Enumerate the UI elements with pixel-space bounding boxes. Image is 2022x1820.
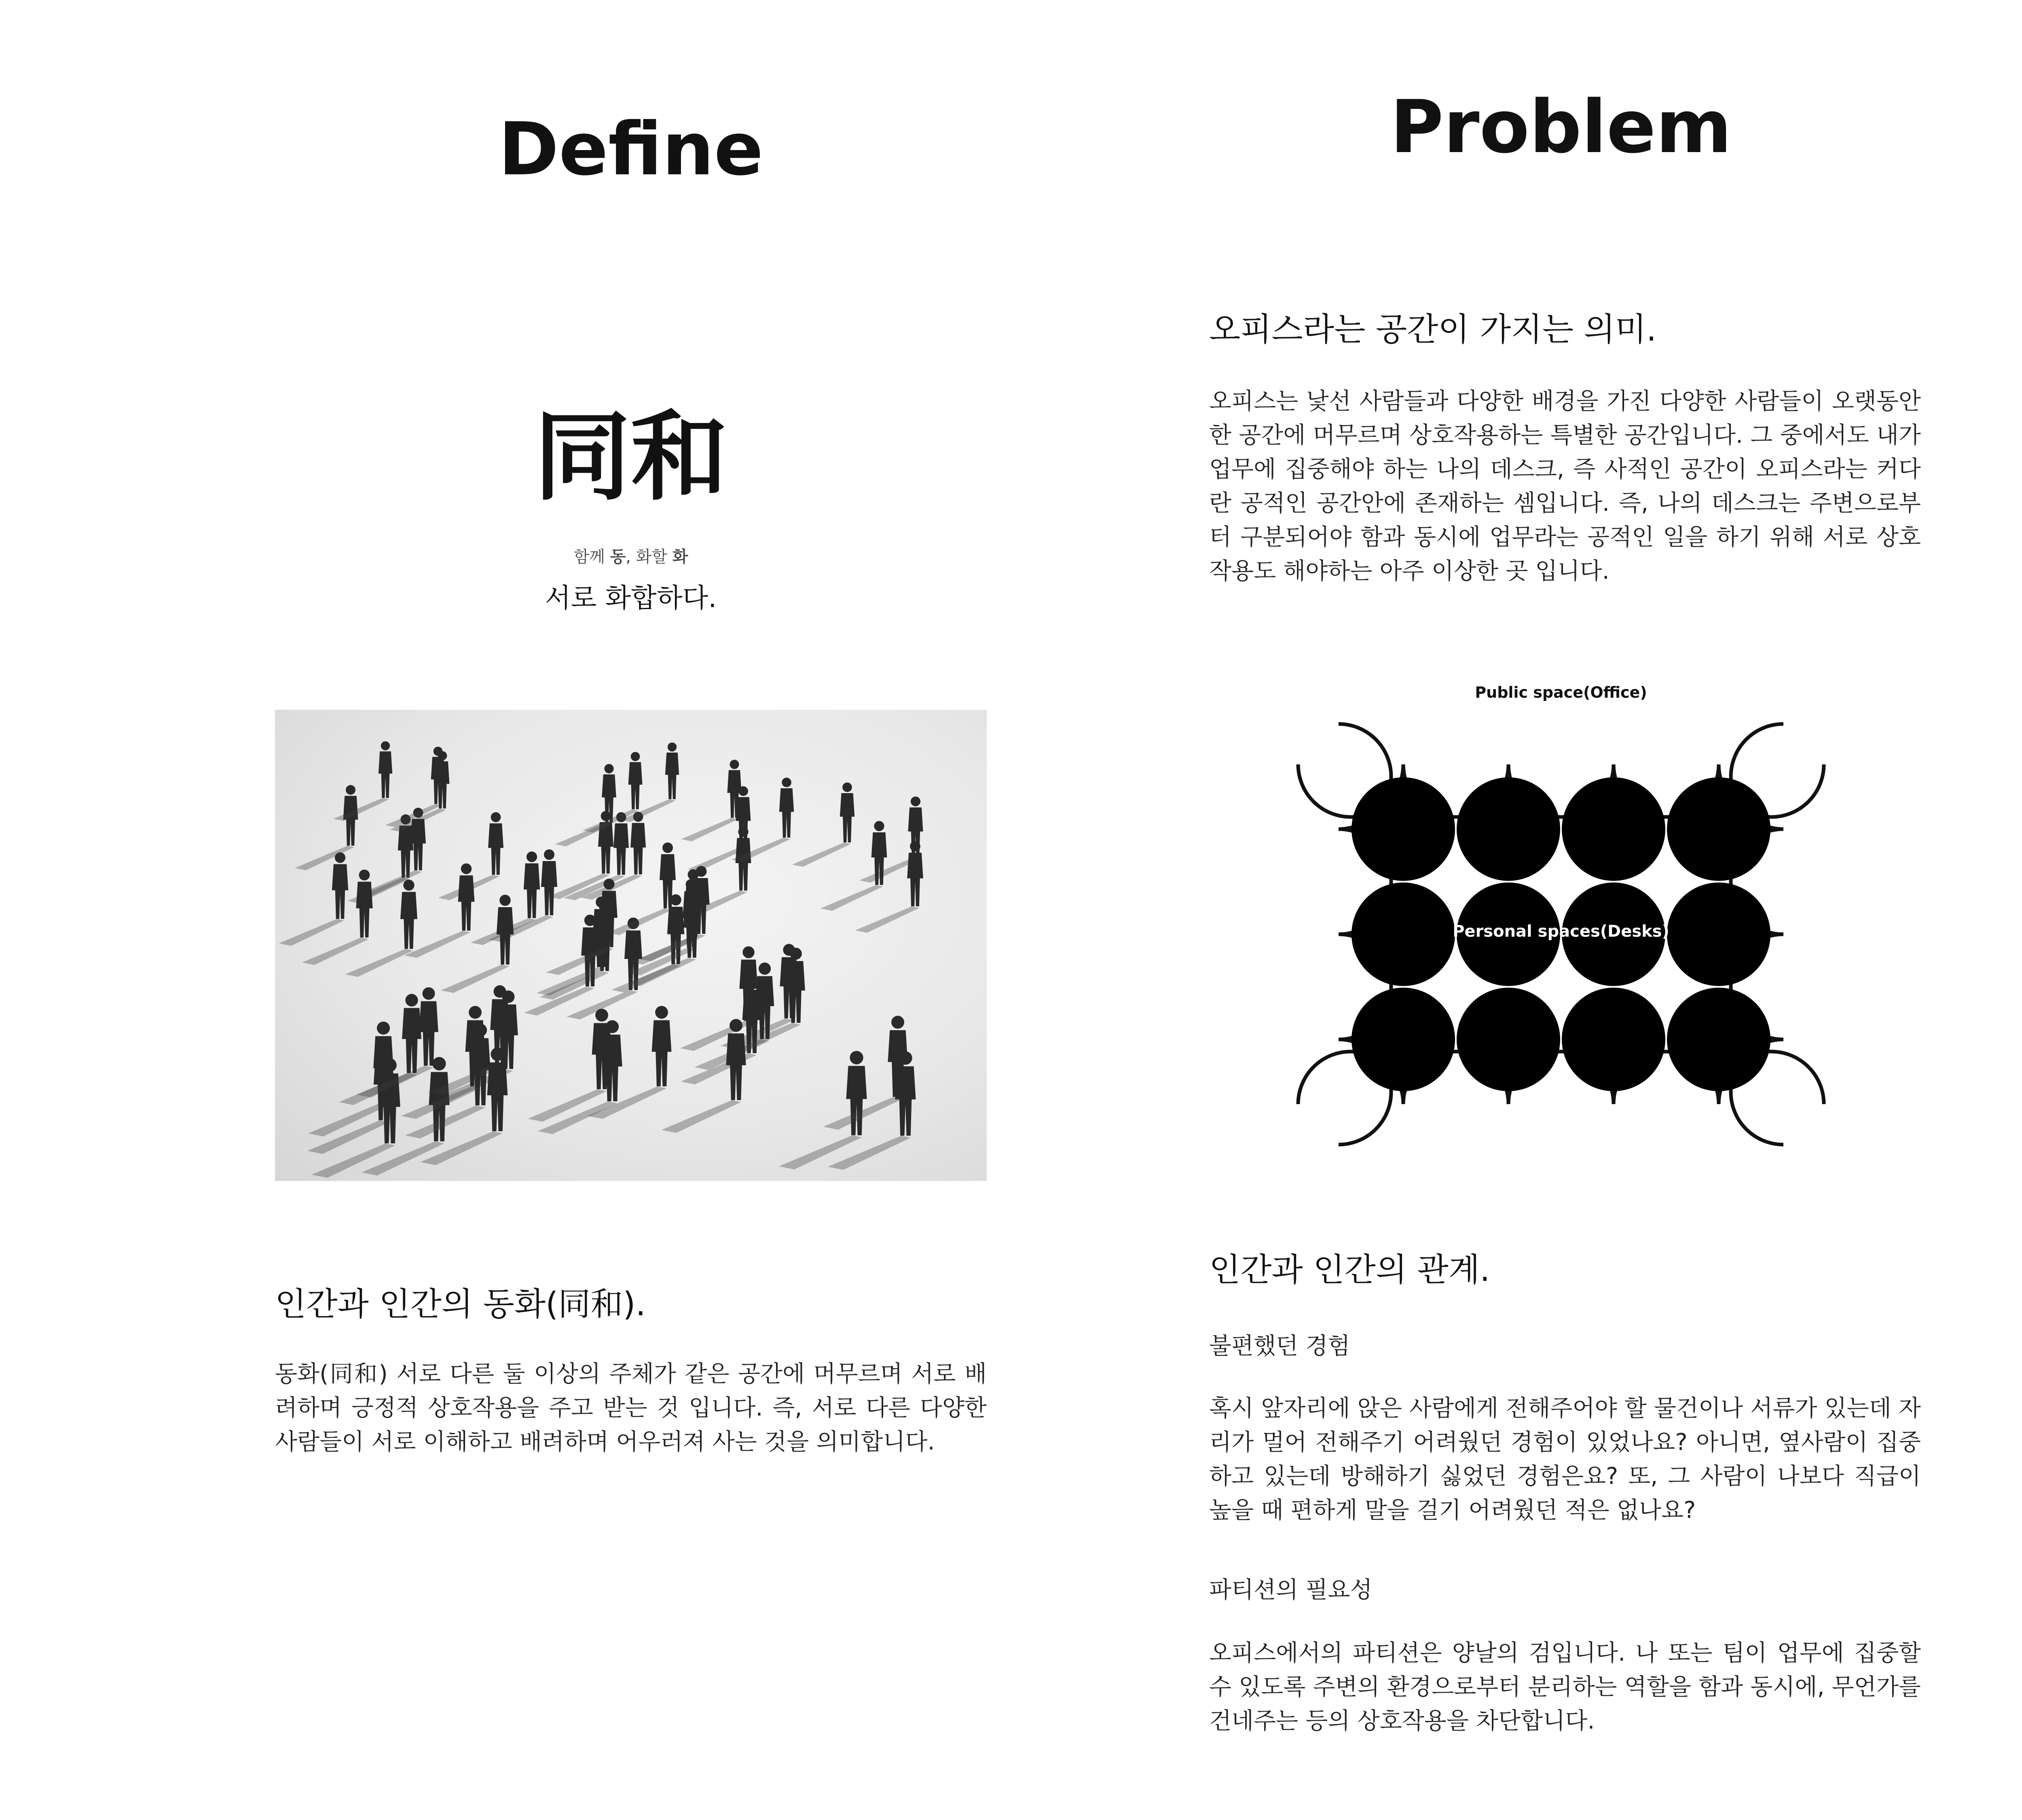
problem-heading-office: 오피스라는 공간이 가지는 의미. xyxy=(1209,311,1657,348)
problem-title: Problem xyxy=(1390,85,1732,169)
desk-circle xyxy=(1667,777,1770,881)
reading-part-2: , 화할 xyxy=(626,548,673,566)
problem-sub-uncomfortable: 불편했던 경험 xyxy=(1209,1333,1350,1359)
problem-sub-partition: 파티션의 필요성 xyxy=(1209,1577,1373,1603)
person-silhouette xyxy=(855,841,923,933)
diagram-personal-spaces-label: Personal spaces(Desks) xyxy=(1453,922,1669,941)
diagram-public-space-label: Public space(Office) xyxy=(1475,684,1647,701)
desk-circle xyxy=(1562,777,1665,881)
desk-circle xyxy=(1667,988,1770,1091)
silhouettes-drawing xyxy=(275,710,987,1181)
hanja-meaning: 서로 화합하다. xyxy=(545,582,717,614)
desk-circle xyxy=(1457,777,1560,881)
person-silhouette xyxy=(821,821,887,911)
person-silhouette xyxy=(345,880,418,977)
define-body: 동화(同和) 서로 다른 둘 이상의 주체가 같은 공간에 머무르며 서로 배려하며 긍정적 상호작용을 주고 받는 것 입니다. 즉, 서로 다른 다양한 사람들이 서로 이해하고 배려하며 어우러져 사는 것을 의미합니다. xyxy=(275,1361,987,1455)
problem-body-experience: 혹시 앞자리에 앉은 사람에게 전해주어야 할 물건이나 서류가 있는데 자리가 멀어 전해주기 어려웠던 경험이 있었나요? 아니면, 옆사람이 집중하고 있는데 방해하기 싫었던 경험은요? 또, 그 사람이 나보다 직급이 높을 때 편하게 말을 걸기 어려웠던 적은 없나요? xyxy=(1209,1395,1921,1524)
person-silhouette xyxy=(681,760,742,842)
reading-bold-1: 동 xyxy=(610,548,626,566)
person-silhouette xyxy=(779,1051,867,1169)
person-silhouette xyxy=(681,976,761,1084)
hanja-reading xyxy=(429,544,833,567)
person-silhouette xyxy=(385,747,445,827)
define-section-heading: 인간과 인간의 동화(同和). xyxy=(275,1285,646,1323)
hanja-title: 同和 xyxy=(533,400,728,514)
desk-circle xyxy=(1562,988,1665,1091)
person-silhouette xyxy=(524,914,599,1016)
person-silhouette xyxy=(295,785,358,870)
problem-body-partition: 오피스에서의 파티션은 양날의 검입니다. 나 또는 팀이 업무에 집중할 수 있도록 주변의 환경으로부터 분리하는 역할을 함과 동시에, 무언가를 건네주는 등의 상호작용을 차단합니다. xyxy=(1209,1640,1921,1734)
problem-heading-relation: 인간과 인간의 관계. xyxy=(1209,1251,1490,1289)
desk-circle xyxy=(1352,777,1455,881)
define-title: Define xyxy=(498,107,764,192)
person-silhouette xyxy=(528,1009,611,1122)
reading-bold-2: 화 xyxy=(672,548,688,566)
reading-part-1: 함께 xyxy=(573,548,610,566)
desk-circle xyxy=(1352,988,1455,1091)
person-silhouette xyxy=(792,783,855,867)
person-silhouette xyxy=(823,1016,908,1130)
problem-body-office: 오피스는 낯선 사람들과 다양한 배경을 가진 다양한 사람들이 오랫동안 한 공간에 머무르며 상호작용하는 특별한 공간입니다. 그 중에서도 내가 업무에 집중해야 하는 나의 데스크, 즉 사적인 공간이 오피스라는 커다란 공적인 공간안에 존재하는 셈입니다. 즉, 나의 데스크는 주변으로부터 구분되어야 함과 동시에 업무라는 공적인 일을 하기 위해 서로 상호작용도 해야하는 아주 이상한 곳 입니다. xyxy=(1209,388,1921,584)
person-silhouette xyxy=(333,741,392,821)
people-silhouettes-image xyxy=(275,710,987,1181)
desk-circle xyxy=(1457,988,1560,1091)
